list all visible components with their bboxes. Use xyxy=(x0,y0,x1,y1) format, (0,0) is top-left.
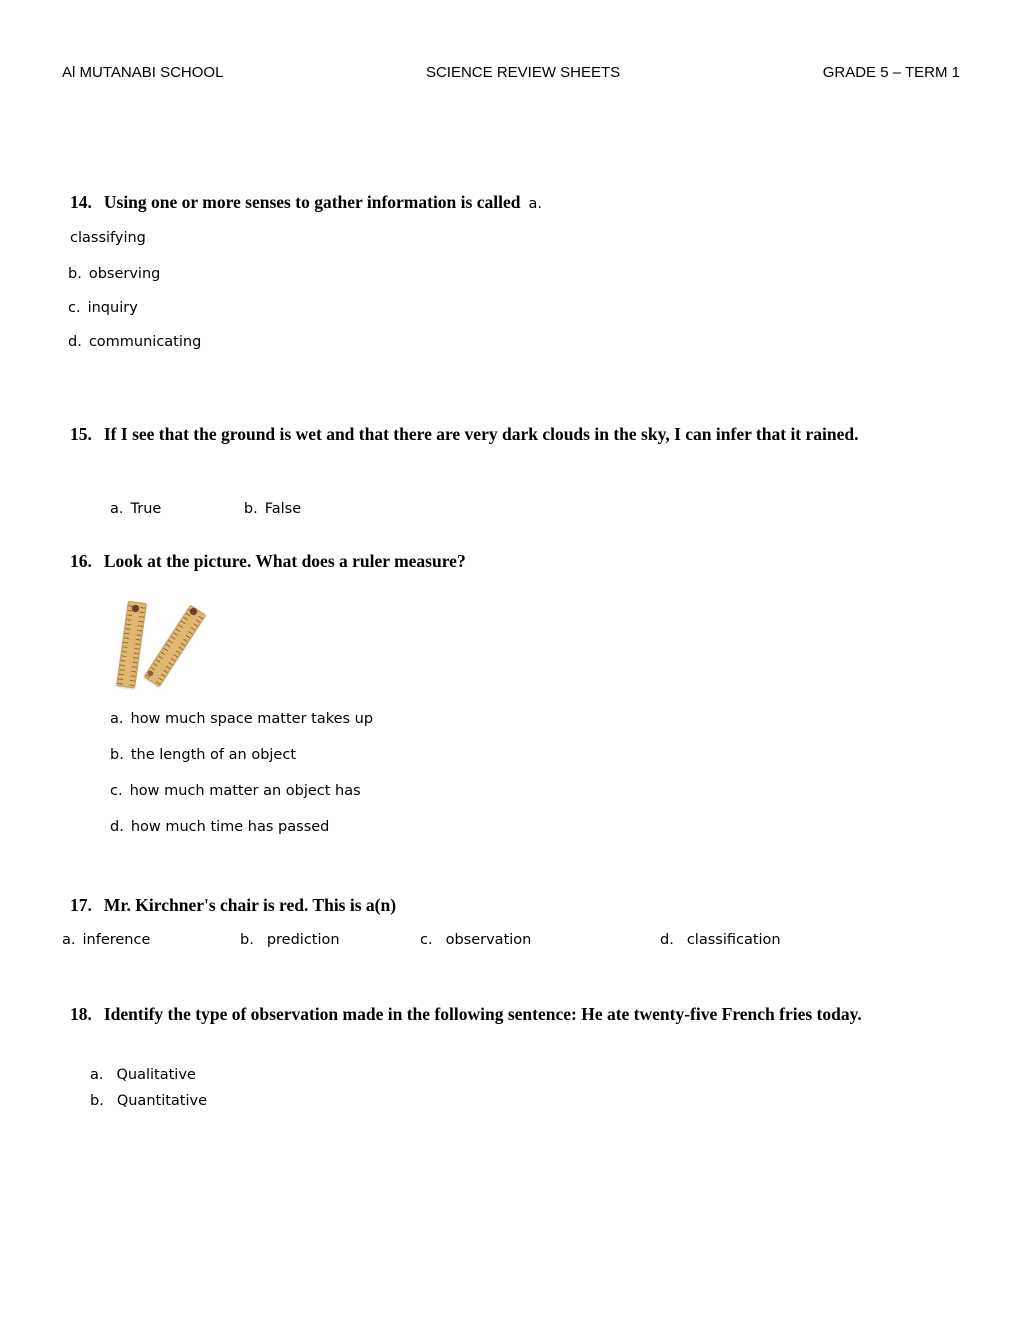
option-letter: b. xyxy=(110,747,124,763)
question-16-option-c xyxy=(110,783,373,819)
option-label: how much space matter takes up xyxy=(130,711,374,727)
option-letter: d. xyxy=(660,932,674,948)
ruler-strip-diagonal xyxy=(144,605,207,687)
question-17-option-b xyxy=(240,932,340,948)
option-label: True xyxy=(130,501,162,517)
question-15-text: If I see that the ground is wet and that there are very dark clouds in the sky, I can infer that it rained. xyxy=(103,424,859,444)
question-17-text: Mr. Kirchner's chair is red. This is a(n) xyxy=(103,895,397,915)
option-letter: b. xyxy=(90,1093,104,1109)
question-16-number: 16. xyxy=(70,551,92,571)
option-letter: b. xyxy=(240,932,254,948)
option-label: prediction xyxy=(266,932,340,948)
option-label: inquiry xyxy=(87,300,138,316)
option-letter: b. xyxy=(68,266,82,282)
question-14-text: Using one or more senses to gather information is called xyxy=(103,192,521,212)
option-label: observation xyxy=(445,932,532,948)
question-17-option-d xyxy=(660,932,781,948)
question-16-option-d xyxy=(110,819,373,855)
question-17-options xyxy=(0,932,1020,954)
ruler-strip-vertical xyxy=(116,601,147,689)
ruler-rivet xyxy=(148,671,153,676)
question-16-option-b xyxy=(110,747,373,783)
question-15-options xyxy=(110,501,301,517)
folding-ruler-image xyxy=(118,594,222,690)
option-label: inference xyxy=(82,932,151,948)
option-letter: d. xyxy=(68,334,82,350)
question-17-number: 17. xyxy=(70,895,92,915)
option-letter: c. xyxy=(68,300,81,316)
grade-term: GRADE 5 – TERM 1 xyxy=(822,64,960,81)
option-letter: a. xyxy=(110,711,124,727)
option-label: classification xyxy=(686,932,781,948)
question-14-option-b xyxy=(68,266,201,300)
option-label: communicating xyxy=(88,334,202,350)
ruler-rivet xyxy=(132,605,139,612)
question-18-number: 18. xyxy=(70,1004,92,1024)
question-16-option-a xyxy=(110,711,373,747)
question-17 xyxy=(70,889,396,922)
question-15-number: 15. xyxy=(70,424,92,444)
option-letter: d. xyxy=(110,819,124,835)
question-18-text: Identify the type of observation made in the following sentence: He ate twenty-five French fries today. xyxy=(103,1004,862,1024)
question-15-option-b xyxy=(244,501,301,517)
option-label: classifying xyxy=(70,230,146,246)
question-16-options xyxy=(110,711,373,855)
question-15-option-a xyxy=(110,501,161,517)
question-18 xyxy=(70,1001,959,1028)
question-18-option-b xyxy=(90,1093,207,1119)
question-16 xyxy=(70,545,466,578)
question-17-option-c xyxy=(420,932,531,948)
option-letter: b. xyxy=(243,501,258,517)
page-header xyxy=(62,64,960,81)
option-letter: a. xyxy=(110,501,124,517)
question-14-option-d xyxy=(68,334,201,368)
question-14-options xyxy=(68,266,201,368)
option-label: the length of an object xyxy=(130,747,297,763)
option-letter: c. xyxy=(420,932,433,948)
option-label: False xyxy=(264,501,302,517)
option-label: Qualitative xyxy=(116,1067,196,1083)
school-name: Al MUTANABI SCHOOL xyxy=(62,64,224,81)
option-letter: c. xyxy=(110,783,123,799)
question-14-option-a xyxy=(70,230,146,246)
question-14-inline-option-letter: a. xyxy=(528,196,542,212)
question-14 xyxy=(70,186,542,219)
option-letter: a. xyxy=(62,932,76,948)
question-14-option-c xyxy=(68,300,201,334)
question-15 xyxy=(70,417,955,452)
question-16-text: Look at the picture. What does a ruler measure? xyxy=(103,551,466,571)
document-title: SCIENCE REVIEW SHEETS xyxy=(425,64,621,81)
option-label: Quantitative xyxy=(116,1093,208,1109)
question-18-options xyxy=(90,1067,207,1119)
option-label: how much time has passed xyxy=(130,819,330,835)
ruler-rivet xyxy=(190,608,197,615)
option-label: how much matter an object has xyxy=(129,783,361,799)
question-17-option-a xyxy=(62,932,150,948)
question-14-number: 14. xyxy=(70,192,92,212)
question-18-option-a xyxy=(90,1067,207,1093)
option-label: observing xyxy=(88,266,161,282)
option-letter: a. xyxy=(90,1067,104,1083)
